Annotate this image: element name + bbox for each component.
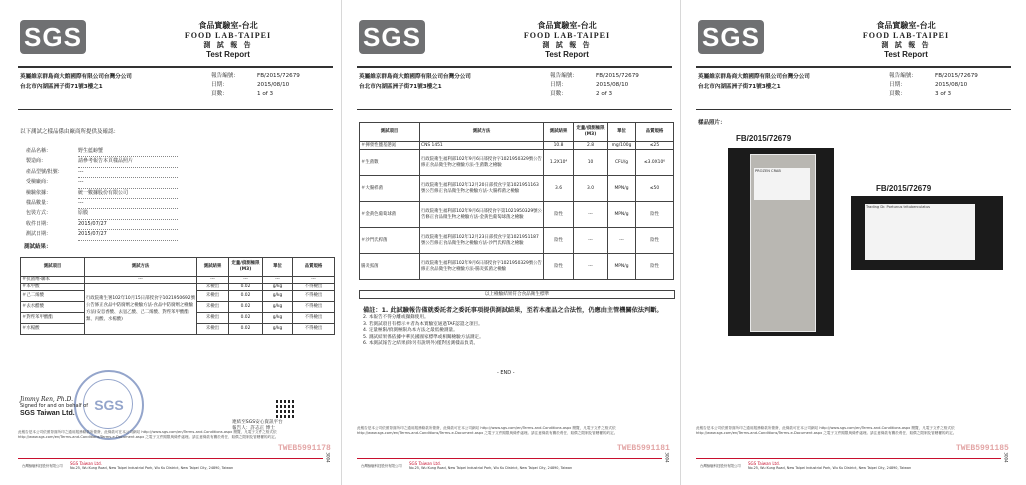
page-divider: [680, 0, 681, 485]
signer-name: Jimmy Ren, Ph.D.: [20, 396, 74, 403]
note-3: 3. 若測試項目有標示＃者為本實驗室通過TAF認證之項目。: [363, 321, 483, 327]
sample-photo-1: [728, 148, 834, 336]
col-header: 品質規格: [293, 258, 335, 277]
lab-name-en: FOOD LAB-TAIPEI: [184, 31, 272, 40]
table-row: ＃大腸桿菌 行政院衛生福利部102年12月20日部授食字第1021951163號公告修正食品微生物之檢驗方法-大腸桿菌之檢驗 3.6 3.0 MPN/g ≤50: [360, 176, 674, 202]
report-page-3: [686, 0, 1016, 485]
qr-note: 連結至SGS安心資訊平台 報告人：許志正 博士: [232, 420, 283, 431]
conclusion-line: 以上檢驗結果符合食品衛生標準: [359, 290, 675, 299]
qr-code-icon[interactable]: [276, 398, 296, 418]
table-header-row: [21, 258, 335, 277]
footer-address: No.25, Wu Kung Road, New Taipei Industrial Park, Wu Ku District, New Taipei City, 24890, Taiwan: [70, 466, 234, 470]
signature-block: [20, 396, 88, 417]
end-marker: - END -: [497, 370, 515, 376]
table-row: 腸炎弧菌 行政院衛生福利部102年9月6日部授食字1021950329號公告修正食品微生物之檢驗方法-腸炎弧菌之檢驗 陰性 --- MPN/g 陰性: [360, 254, 674, 280]
photo-label-1: FB/2015/72679: [736, 134, 792, 143]
report-no: FB/2015/72679: [257, 73, 300, 79]
report-title-cn: 測 試 報 告: [203, 40, 253, 49]
sample-fields: [26, 147, 178, 241]
page-label: 頁數：: [211, 91, 228, 97]
sgs-logo: SGS: [698, 20, 764, 54]
page-number: 2 of 3: [596, 91, 613, 97]
report-title-en: Test Report: [206, 50, 250, 59]
sample-intro: 以下測試之樣品係由廠商所提供及確認：: [20, 129, 120, 135]
sample-photo-2: [851, 196, 1003, 270]
field-row: 收件日期： 2015/07/27: [26, 220, 178, 230]
field-row: 產品名稱： 野生藍螃蟹: [26, 147, 178, 157]
table-header-row: 測試項目 測試方法 測試結果 定量/偵測極限(M3) 單位 品質規格: [360, 123, 674, 142]
serial-number: TWEB5991185: [956, 444, 1009, 453]
field-row: 樣品數量： ---: [26, 199, 178, 209]
report-meta: 報告編號： FB/2015/72679 日期： 2015/08/10 頁數： 3 of 3: [889, 73, 978, 97]
page-number: 3 of 3: [935, 91, 952, 97]
package-label: PROZEN CRAB: [754, 168, 810, 200]
side-code: 3004: [664, 452, 670, 463]
client-block: 英屬維京群島商大館國際有限公司台灣分公司 台北市內湖區洲子街71號3樓之1: [698, 74, 810, 90]
report-no-label: 報告編號：: [211, 73, 239, 79]
report-page-1: [8, 0, 338, 485]
serial-number: TWEB5991178: [278, 444, 331, 453]
results-table-1: [20, 257, 335, 335]
note-5: 5. 測試結果係依據中華民國國家標準或相關檢驗方法測定。: [363, 334, 484, 340]
photo-label-2: FB/2015/72679: [876, 184, 932, 193]
method-cell: 行政院衛生署102年10月15日部授食字1021950692號公告修正食品中防腐劑之檢驗方法-食品中防腐劑之檢驗方法(安息香酸、去氫乙酸、己二烯酸、對羥苯甲酸酯類、丙酸、水楊酸): [85, 284, 197, 335]
header-rule: [357, 66, 672, 68]
table-row: ＃生菌數 行政院衛生福利部102年9月6日部授食字1021950329號公告修正食品微生物之檢驗方法-生菌數之檢驗 1.2X10⁴ 10 CFU/g ≤3.0X10⁶: [360, 150, 674, 176]
sgs-logo: SGS: [20, 20, 86, 54]
results-table-2: [359, 122, 674, 280]
client-address: 台北市內湖區洲子街71號3樓之1: [20, 84, 103, 90]
table-row: ＃沙門氏桿菌 行政院衛生福利部102年12月23日部授食字第1021951187號公告修正食品微生物之檢驗方法-沙門氏桿菌之檢驗 陰性 --- --- 陰性: [360, 228, 674, 254]
field-row: 檢驗依據： 統一數據股份有限公司: [26, 189, 178, 199]
serial-number: TWEB5991181: [617, 444, 670, 453]
results-title: 測試結果：: [24, 244, 52, 250]
side-code: 3004: [325, 452, 331, 463]
report-page-2: [347, 0, 677, 485]
header-rule: [696, 66, 1011, 68]
field-row: 包裝方式： 原膜: [26, 209, 178, 219]
table-row: ＃苯甲酸 行政院衛生署102年10月15日部授食字1021950692號公告修正食品中防腐劑之檢驗方法-食品中防腐劑之檢驗方法(安息香酸、去氫乙酸、己二烯酸、對羥苯甲酸酯類、丙酸、水楊酸) 未檢出 0.02 g/kg 不得檢出: [21, 284, 335, 291]
report-meta: 報告編號： FB/2015/72679 日期： 2015/08/10 頁數： 2 of 3: [550, 73, 639, 97]
table-row: ＃抗菌劑-聯苯 --- --- --- --- ---: [21, 277, 335, 284]
table-row: ＃水楊酸 未檢出 0.02 g/kg 不得檢出: [21, 324, 335, 335]
field-row: 產品型號/批號： ---: [26, 168, 178, 178]
note-6: 6. 本測試報告之結果(除另有說明外)僅對送測樣品負責。: [363, 341, 479, 347]
table-row: ＃金黃色葡萄球菌 行政院衛生福利部102年9月6日部授食字第1021950329號公告修正食品微生物之檢驗方法-金黃色葡萄球菌之檢驗 陰性 --- MPN/g 陰性: [360, 202, 674, 228]
signer-company: SGS Taiwan Ltd.: [20, 410, 75, 417]
report-date: 2015/08/10: [257, 82, 290, 88]
side-code: 3004: [1003, 452, 1009, 463]
signed-for: Signed for and on behalf of: [20, 403, 89, 409]
lab-header: [128, 20, 328, 59]
footer-company-cn: 台灣檢驗科技股份有限公司: [22, 464, 63, 468]
client-block: [20, 72, 132, 92]
terms-fineprint: 此報告是本公司依照背面所印之通用服務條款所簽發，此條款可在本公司網站 http://www.sgs.com/en/Terms-and-Conditions.aspx 閱覽，凡電子文件之格式依 http://www.sgs.com/en/Terms-and-Conditions/Terms-e-Document.aspx 之電子文件期限與條件處理。請注意條款有關於責任、賠償之限制及管轄權的約定。: [357, 426, 618, 435]
note-1: 1. 此試驗報告僅就委託者之委託事項提供測試結果，至若本產品之合法性，仍應由主管機關依法判斷。: [381, 307, 663, 314]
table-row: ＃揮發性鹽基態氮 CNS 1451 10.8 2.8 mg/100g ≤25: [360, 142, 674, 150]
notes-head: 備註：: [363, 307, 382, 314]
lab-header: 食品實驗室-台北 FOOD LAB-TAIPEI 測 試 報 告 Test Report: [523, 20, 611, 59]
date-label: 日期：: [211, 82, 228, 88]
page-footer: TWEB5991181 台灣檢驗科技股份有限公司 SGS Taiwan Ltd. No.25, Wu Kung Road, New Taipei Industrial Park, Wu Ku District, New Taipei City, 24890, Taiwan: [357, 458, 662, 480]
lab-name-cn: 食品實驗室-台北: [198, 20, 258, 30]
company-seal-stamp: SGS: [74, 370, 144, 440]
col-header: 測試結果: [197, 258, 229, 277]
photo-title: 樣品照片：: [698, 120, 726, 126]
client-name: 英屬維京群島商大館國際有限公司台灣分公司: [20, 74, 132, 80]
note-4: 4. 定量極限/偵測極限為本方法之最低檢測量。: [363, 328, 458, 334]
col-header: 測試方法: [85, 258, 197, 277]
col-header: 測試項目: [21, 258, 85, 277]
page-footer: TWEB5991185 台灣檢驗科技股份有限公司 SGS Taiwan Ltd. No.25, Wu Kung Road, New Taipei Industrial Park, Wu Ku District, New Taipei City, 24890, Taiwan: [696, 458, 1001, 480]
field-row: 測試日期： 2015/07/27: [26, 230, 178, 240]
note-2: 2. 本報告不得分離或擷錄使用。: [363, 315, 429, 320]
field-row: 製造商： 請參考報告本頁樣品照片: [26, 157, 178, 167]
client-block: 英屬維京群島商大館國際有限公司台灣分公司 台北市內湖區洲子街71號3樓之1: [359, 74, 471, 90]
terms-fineprint: 此報告是本公司依照背面所印之通用服務條款所簽發，此條款可在本公司網站 http://www.sgs.com/en/Terms-and-Conditions.aspx 閱覽，凡電子文件之格式依 http://www.sgs.com/en/Terms-and-Conditions/Terms-e-Document.aspx 之電子文件期限與條件處理。請注意條款有關於責任、賠償之限制及管轄權的約定。: [696, 426, 957, 435]
table-row: ＃去水醋酸 未檢出 0.02 g/kg 不得檢出: [21, 302, 335, 313]
meta-rule: [18, 109, 333, 110]
lab-header: 食品實驗室-台北 FOOD LAB-TAIPEI 測 試 報 告 Test Report: [862, 20, 950, 59]
notes-block: [363, 306, 663, 348]
field-row: 受檢廠商： ---: [26, 178, 178, 188]
footer-company: SGS Taiwan Ltd.: [70, 461, 102, 466]
report-meta: [211, 72, 300, 99]
terms-fineprint: 此報告是本公司依照背面所印之通用服務條款所簽發，此條款可在本公司網站 http://www.sgs.com/en/Terms-and-Conditions.aspx 閱覽，凡電子文件之格式依 http://www.sgs.com/en/Terms-and-Conditions/Terms-e-Document.aspx 之電子文件期限與條件處理。請注意條款有關於責任、賠償之限制及管轄權的約定。: [18, 430, 279, 439]
col-header: 單位: [263, 258, 293, 277]
page-divider: [341, 0, 342, 485]
header-rule: [18, 66, 333, 68]
col-header: 定量/偵測極限(M3): [229, 258, 263, 277]
table-row: ＃對羥苯甲酸酯 未檢出 0.02 g/kg 不得檢出: [21, 313, 335, 324]
sgs-logo: SGS: [359, 20, 425, 54]
table-row: ＃己二烯酸 未檢出 0.02 g/kg 不得檢出: [21, 291, 335, 302]
page-number: 1 of 3: [257, 91, 274, 97]
package-label-closeup: Trading Dr. Portunus trituberculatus: [865, 204, 975, 260]
